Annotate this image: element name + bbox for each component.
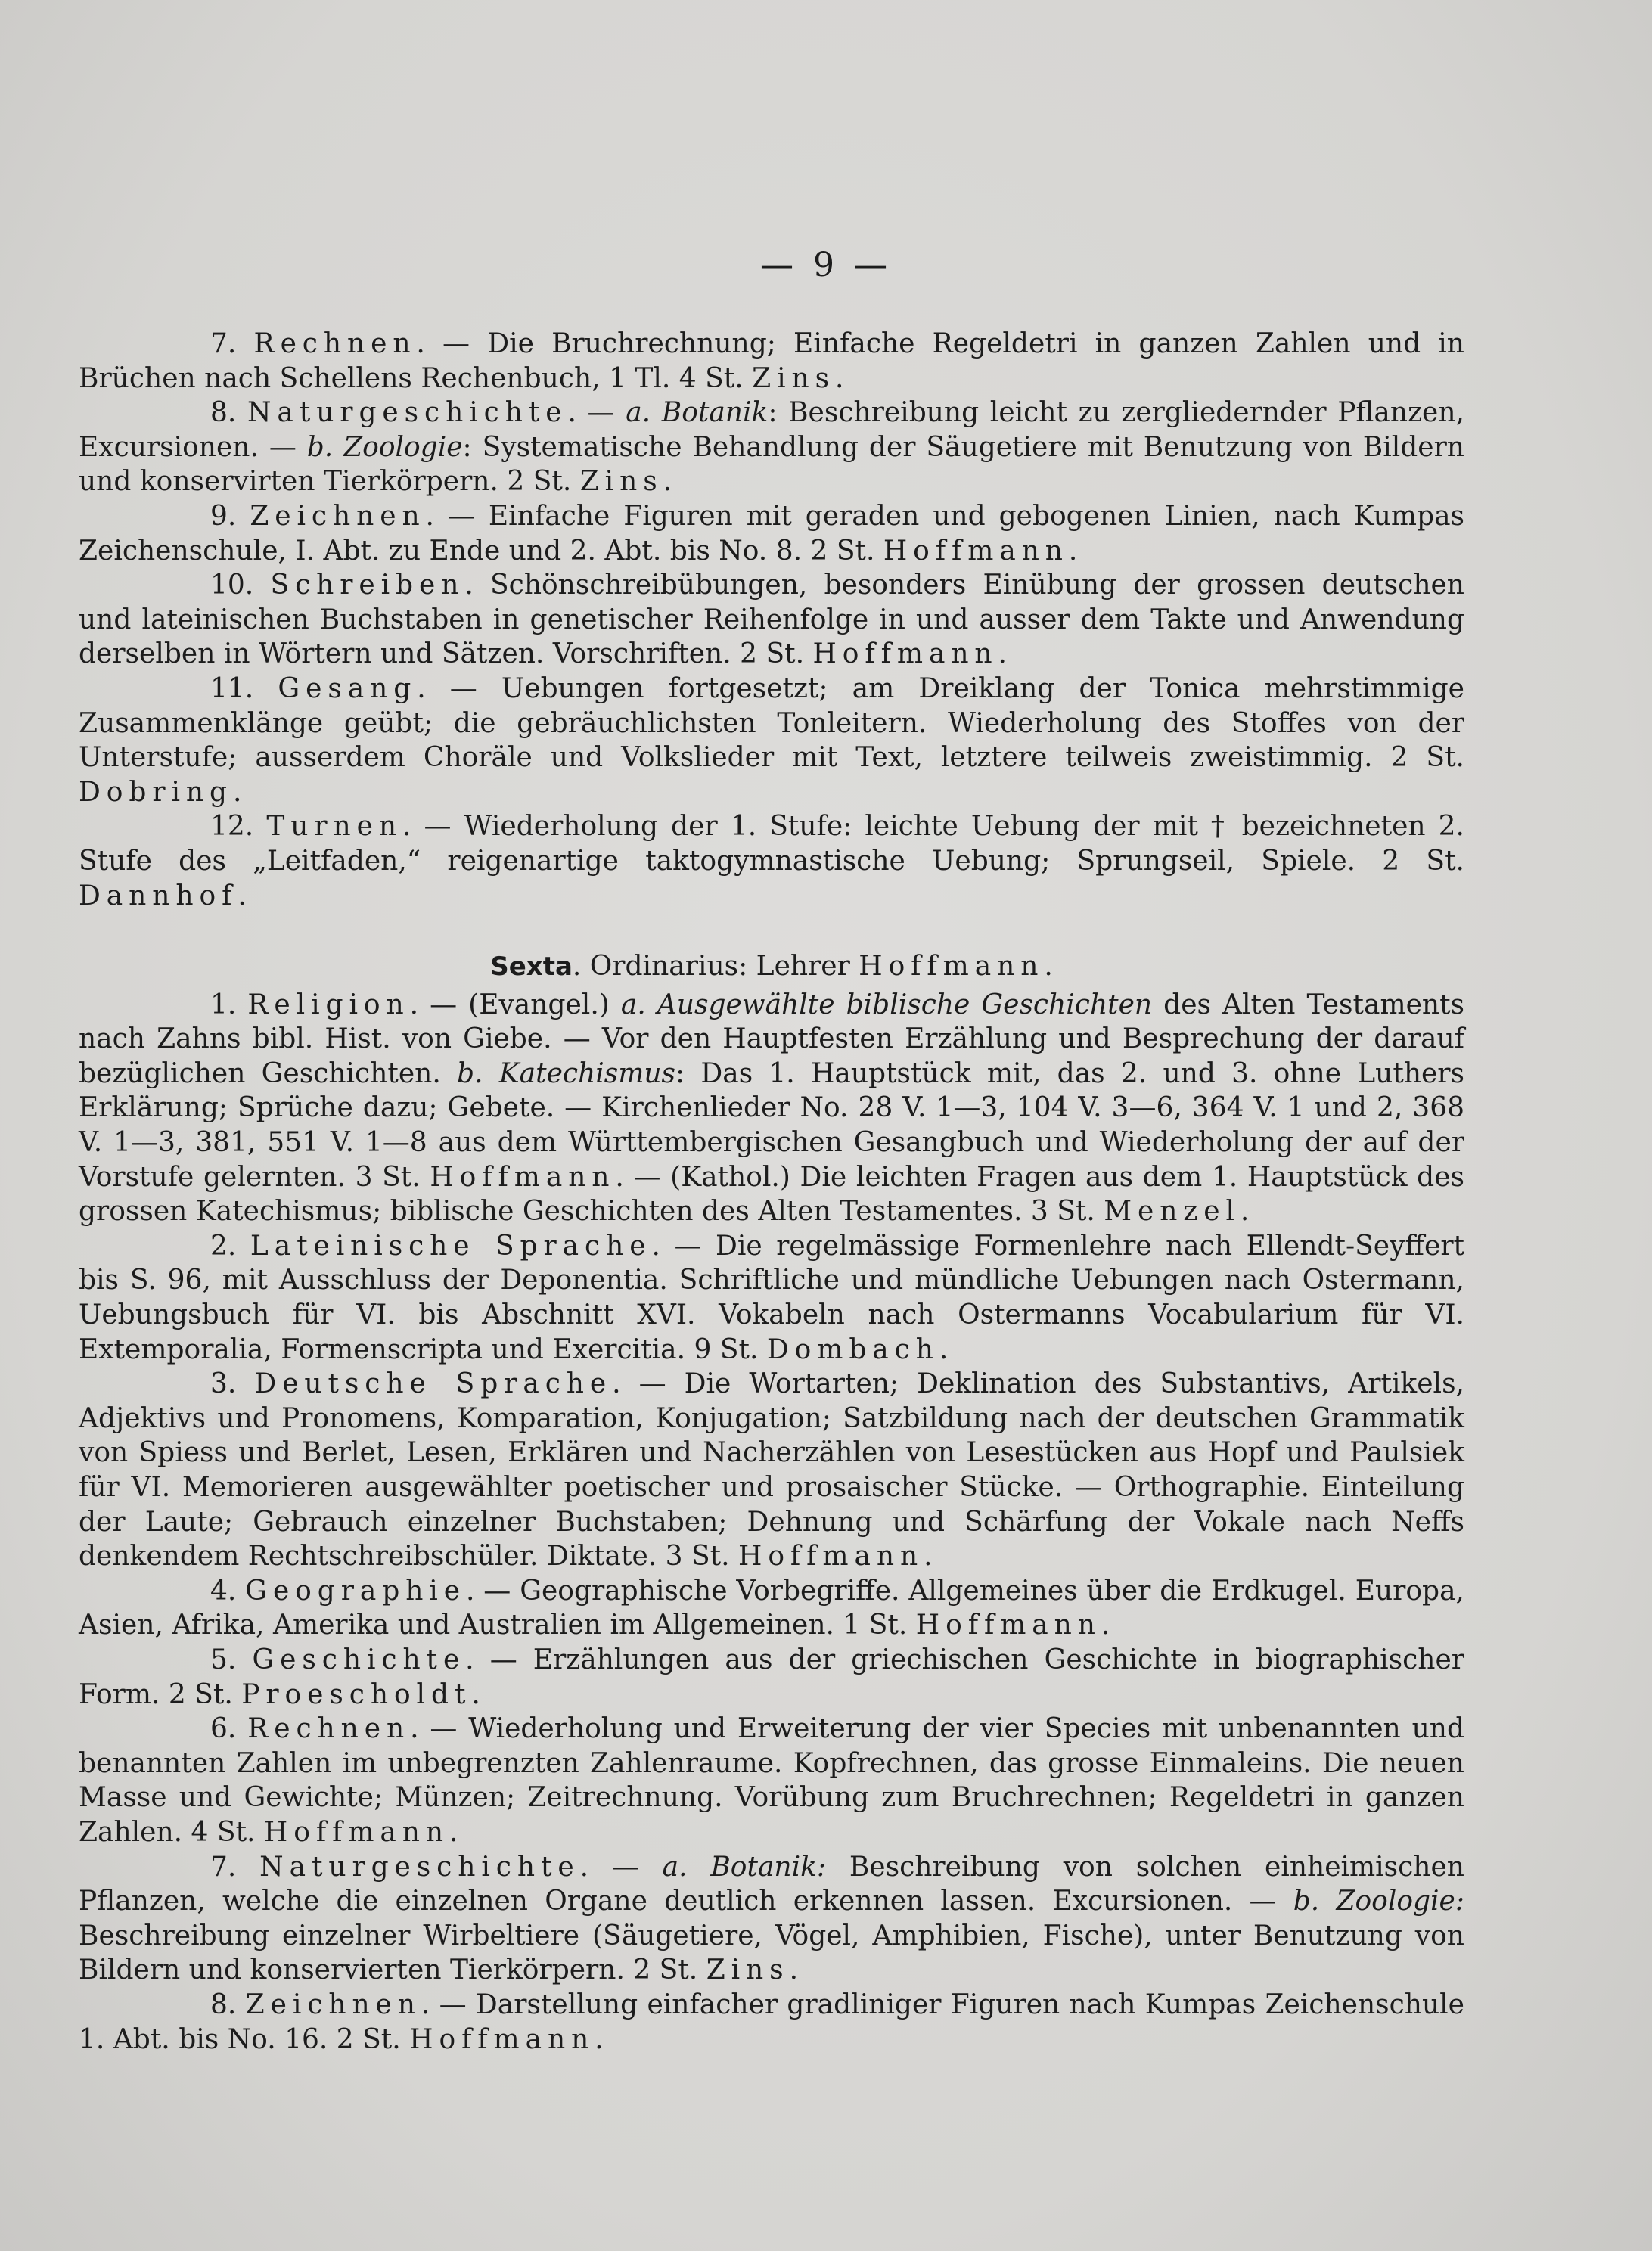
heading-label: . Ordinarius: Lehrer [572,951,859,983]
paragraph-text: . — Die regelmässige Formenlehre nach Ellendt-Seyffert bis S. 96, mit Ausschluss der Deponentia. Schriftliche und mündliche Uebungen nach Ostermann, Uebungsbuch für VI. bis Abschnitt XVI. Vokabeln nach Ostermanns Vocabularium für VI. Extemporalia, Formenscripta und Exercitia. 9 St. [79,1230,1464,1365]
subject-name: Geschichte [252,1644,466,1675]
teacher-name: Dannhof [79,880,238,911]
item-number: 4. [210,1575,237,1607]
paragraph-text: . Schönschreibübungen, besonders Einübung der grossen deutschen und lateinischen Buchstaben in genetischer Reihenfolge in und ausser dem Takte und Anwendung derselben in Wörtern und Sätzen. Vorschriften. 2 St. [79,570,1464,670]
subject-name: Naturgeschichte [247,397,568,429]
paragraph-text: . — Die Wortarten; Deklination des Substantivs, Artikels, Adjektivs und Pronomens, Komparation, Konjugation; Satzbildung nach der deutschen Grammatik von Spiess und Berlet, Lesen, Erklären und Nacherzählen von Lesestücken aus Hopf und Paulsiek für VI. Memorieren ausgewählter poetischer und prosaischer Stücke. — Orthographie. Einteilung der Laute; Gebrauch einzelner Buchstaben; Dehnung und Schärfung der Vokale nach Neffs denkendem Rechtschreibschüler. Diktate. 3 St. [79,1368,1464,1573]
subject-name: Zeichnen [250,500,426,532]
teacher-name: Hoffmann [883,535,1069,567]
italic-term: b. Zoologie: [1293,1886,1464,1917]
paragraph-naturgeschichte: 8. Naturgeschichte. — a. Botanik: Beschreibung leicht zu zergliedernder Pflanzen, Excursionen. — b. Zoologie: Systematische Behandlung der Säugetiere mit Benutzung von Bildern und konservirten Tierkörpern. 2 St. Zins. [79,397,1464,498]
paragraph-rechnen-sexta: 6. Rechnen. — Wiederholung und Erweiterung der vier Species mit unbenannten und benannten Zahlen im unbegrenzten Zahlenraume. Kopfrechnen, das grosse Einmaleins. Die neuen Masse und Gewichte; Münzen; Zeitrechnung. Vorübung zum Bruchrechnen; Regeldetri in ganzen Zahlen. 4 St. Hoffmann. [79,1713,1464,1848]
italic-term: a. Botanik [626,397,769,429]
item-number: 8. [210,1989,237,2020]
paragraph-schreiben: 10. Schreiben. Schönschreibübungen, besonders Einübung der grossen deutschen und lateinischen Buchstaben in genetischer Reihenfolge in und ausser dem Takte und Anwendung derselben in Wörtern und Sätzen. Vorschriften. 2 St. Hoffmann. [79,570,1464,670]
paragraph-zeichnen-sexta: 8. Zeichnen. — Darstellung einfacher gradliniger Figuren nach Kumpas Zeichenschule 1. Abt. bis No. 16. 2 St. Hoffmann. [79,1989,1464,2055]
teacher-name: Hoffmann [859,951,1045,983]
item-number: 1. [210,989,237,1020]
item-number: 7. [210,328,237,359]
paragraph-text: . — Die Bruchrechnung; Einfache Regeldetri in ganzen Zahlen und in Brüchen nach Schellens Rechenbuch, 1 Tl. 4 St. [79,328,1464,394]
subject-name: Turnen [266,811,402,843]
teacher-name: Hoffmann [738,1541,924,1573]
item-number: 8. [210,397,237,429]
subject-name: Zeichnen [245,1989,421,2020]
paragraph-gesang: 11. Gesang. — Uebungen fortgesetzt; am Dreiklang der Tonica mehrstimmige Zusammenklänge geübt; die gebräuchlichsten Tonleitern. Wiederholung des Stoffes von der Unterstufe; ausserdem Choräle und Volkslieder mit Text, letztere teilweis zweistimmig. 2 St. Dobring. [79,672,1464,808]
teacher-name: Zins [579,466,663,498]
teacher-name: Zins [706,1954,790,1986]
subject-name: Geographie [245,1575,466,1607]
paragraph-lateinische-sprache: 2. Lateinische Sprache. — Die regelmässige Formenlehre nach Ellendt-Seyffert bis S. 96, mit Ausschluss der Deponentia. Schriftliche und mündliche Uebungen nach Ostermann, Uebungsbuch für VI. bis Abschnitt XVI. Vokabeln nach Ostermanns Vocabularium für VI. Extemporalia, Formenscripta und Exercitia. 9 St. Dombach. [79,1230,1464,1365]
paragraph-turnen: 12. Turnen. — Wiederholung der 1. Stufe: leichte Uebung der mit † bezeichneten 2. Stufe des „Leitfaden,“ reigenartige taktogymnastische Uebung; Sprungseil, Spiele. 2 St. Dannhof. [79,811,1464,911]
page-number: — 9 — [760,246,892,284]
subject-name: Deutsche Sprache [254,1368,613,1400]
subject-name: Rechnen [253,328,417,359]
paragraph-text: . — Wiederholung der 1. Stufe: leichte Uebung der mit † bezeichneten 2. Stufe des „Leitfaden,“ reigenartige taktogymnastische Uebung; Sprungseil, Spiele. 2 St. [79,811,1464,877]
paragraph-naturgeschichte-sexta: 7. Naturgeschichte. — a. Botanik: Beschreibung von solchen einheimischen Pflanzen, welche die einzelnen Organe deutlich erkennen lassen. Excursionen. — b. Zoologie: Beschreibung einzelner Wirbeltiere (Säugetiere, Vögel, Amphibien, Fische), unter Benutzung von Bildern und konservierten Tierkörpern. 2 St. Zins. [79,1851,1464,1986]
item-number: 3. [210,1368,237,1400]
paragraph-text: . — Erzählungen aus der griechischen Geschichte in biographischer Form. 2 St. [79,1644,1464,1710]
subject-name: Lateinische Sprache [250,1230,652,1262]
teacher-name: Hoffmann [812,638,998,670]
item-number: 2. [210,1230,237,1262]
teacher-name: Proescholdt [241,1678,472,1710]
teacher-name: Hoffmann [409,2023,595,2055]
subject-name: Naturgeschichte [259,1851,580,1883]
teacher-name: Dobring [79,776,233,808]
teacher-name: Hoffmann [430,1161,616,1193]
item-number: 11. [210,672,254,704]
class-name: Sexta [490,952,573,983]
teacher-name: Hoffmann [263,1816,449,1848]
italic-term: a. Botanik: [662,1851,827,1883]
document-body [79,327,1464,2057]
item-number: 5. [210,1644,237,1675]
paragraph-text: . — Wiederholung und Erweiterung der vier Species mit unbenannten und benannten Zahlen im unbegrenzten Zahlenraume. Kopfrechnen, das grosse Einmaleins. Die neuen Masse und Gewichte; Münzen; Zeitrechnung. Vorübung zum Bruchrechnen; Regeldetri in ganzen Zahlen. 4 St. [79,1713,1464,1848]
item-number: 12. [210,811,254,843]
paragraph-text: . — Einfache Figuren mit geraden und gebogenen Linien, nach Kumpas Zeichenschule, I. Abt. zu Ende und 2. Abt. bis No. 8. 2 St. [79,500,1465,567]
teacher-name: Dombach [766,1334,939,1365]
section-heading-sexta: Sexta. Ordinarius: Lehrer Hoffmann. [490,951,1053,983]
subject-name: Gesang [278,672,418,704]
teacher-name: Menzel [1104,1196,1241,1228]
subject-name: Schreiben [270,570,465,601]
paragraph-geschichte: 5. Geschichte. — Erzählungen aus der griechischen Geschichte in biographischer Form. 2 St. Proescholdt. [79,1644,1464,1710]
italic-term: b. Katechismus [457,1057,676,1089]
italic-term: a. Ausgewählte biblische Geschichten [620,989,1153,1020]
item-number: 9. [210,500,237,532]
paragraph-zeichnen: 9. Zeichnen. — Einfache Figuren mit geraden und gebogenen Linien, nach Kumpas Zeichenschule, I. Abt. zu Ende und 2. Abt. bis No. 8. 2 St. Hoffmann. [79,500,1465,567]
paragraph-text: . — Darstellung einfacher gradliniger Figuren nach Kumpas Zeichenschule 1. Abt. bis No. 16. 2 St. [79,1989,1464,2055]
paragraph-religion: 1. Religion. — (Evangel.) a. Ausgewählte biblische Geschichten des Alten Testaments nach Zahns bibl. Hist. von Giebe. — Vor den Hauptfesten Erzählung und Besprechung der darauf bezüglichen Geschichten. b. Katechismus: Das 1. Hauptstück mit, das 2. und 3. ohne Luthers Erklärung; Sprüche dazu; Gebete. — Kirchenlieder No. 28 V. 1—3, 104 V. 3—6, 364 V. 1 und 2, 368 V. 1—3, 381, 551 V. 1—8 aus dem Württembergischen Gesangbuch und Wiederholung der auf der Vorstufe gelernten. 3 St. Hoffmann. — (Kathol.) Die leichten Fragen aus dem 1. Hauptstück des grossen Katechismus; biblische Geschichten des Alten Testamentes. 3 St. Menzel. [79,989,1465,1228]
paragraph-text: . — Uebungen fortgesetzt; am Dreiklang der Tonica mehrstimmige Zusammenklänge geübt; die gebräuchlichsten Tonleitern. Wiederholung des Stoffes von der Unterstufe; ausserdem Choräle und Volkslieder mit Text, letztere teilweis zweistimmig. 2 St. [79,672,1464,774]
item-number: 7. [210,1851,237,1883]
italic-term: b. Zoologie [306,431,463,463]
paragraph-geographie: 4. Geographie. — Geographische Vorbegriffe. Allgemeines über die Erdkugel. Europa, Asien, Afrika, Amerika und Australien im Allgemeinen. 1 St. Hoffmann. [79,1575,1464,1641]
paragraph-rechnen: 7. Rechnen. — Die Bruchrechnung; Einfache Regeldetri in ganzen Zahlen und in Brüchen nach Schellens Rechenbuch, 1 Tl. 4 St. Zins. [79,328,1464,394]
item-number: 6. [210,1713,237,1745]
paragraph-deutsche-sprache: 3. Deutsche Sprache. — Die Wortarten; Deklination des Substantivs, Artikels, Adjektivs und Pronomens, Komparation, Konjugation; Satzbildung nach der deutschen Grammatik von Spiess und Berlet, Lesen, Erklären und Nacherzählen von Lesestücken aus Hopf und Paulsiek für VI. Memorieren ausgewählter poetischer und prosaischer Stücke. — Orthographie. Einteilung der Laute; Gebrauch einzelner Buchstaben; Dehnung und Schärfung der Vokale nach Neffs denkendem Rechtschreibschüler. Diktate. 3 St. Hoffmann. [79,1368,1464,1573]
subject-name: Rechnen [247,1713,411,1745]
teacher-name: Hoffmann [915,1610,1101,1641]
subject-name: Religion [247,989,410,1020]
teacher-name: Zins [752,362,836,394]
item-number: 10. [210,570,254,601]
paragraph-text: . — Geographische Vorbegriffe. Allgemeines über die Erdkugel. Europa, Asien, Afrika, Amerika und Australien im Allgemeinen. 1 St. [79,1575,1464,1641]
